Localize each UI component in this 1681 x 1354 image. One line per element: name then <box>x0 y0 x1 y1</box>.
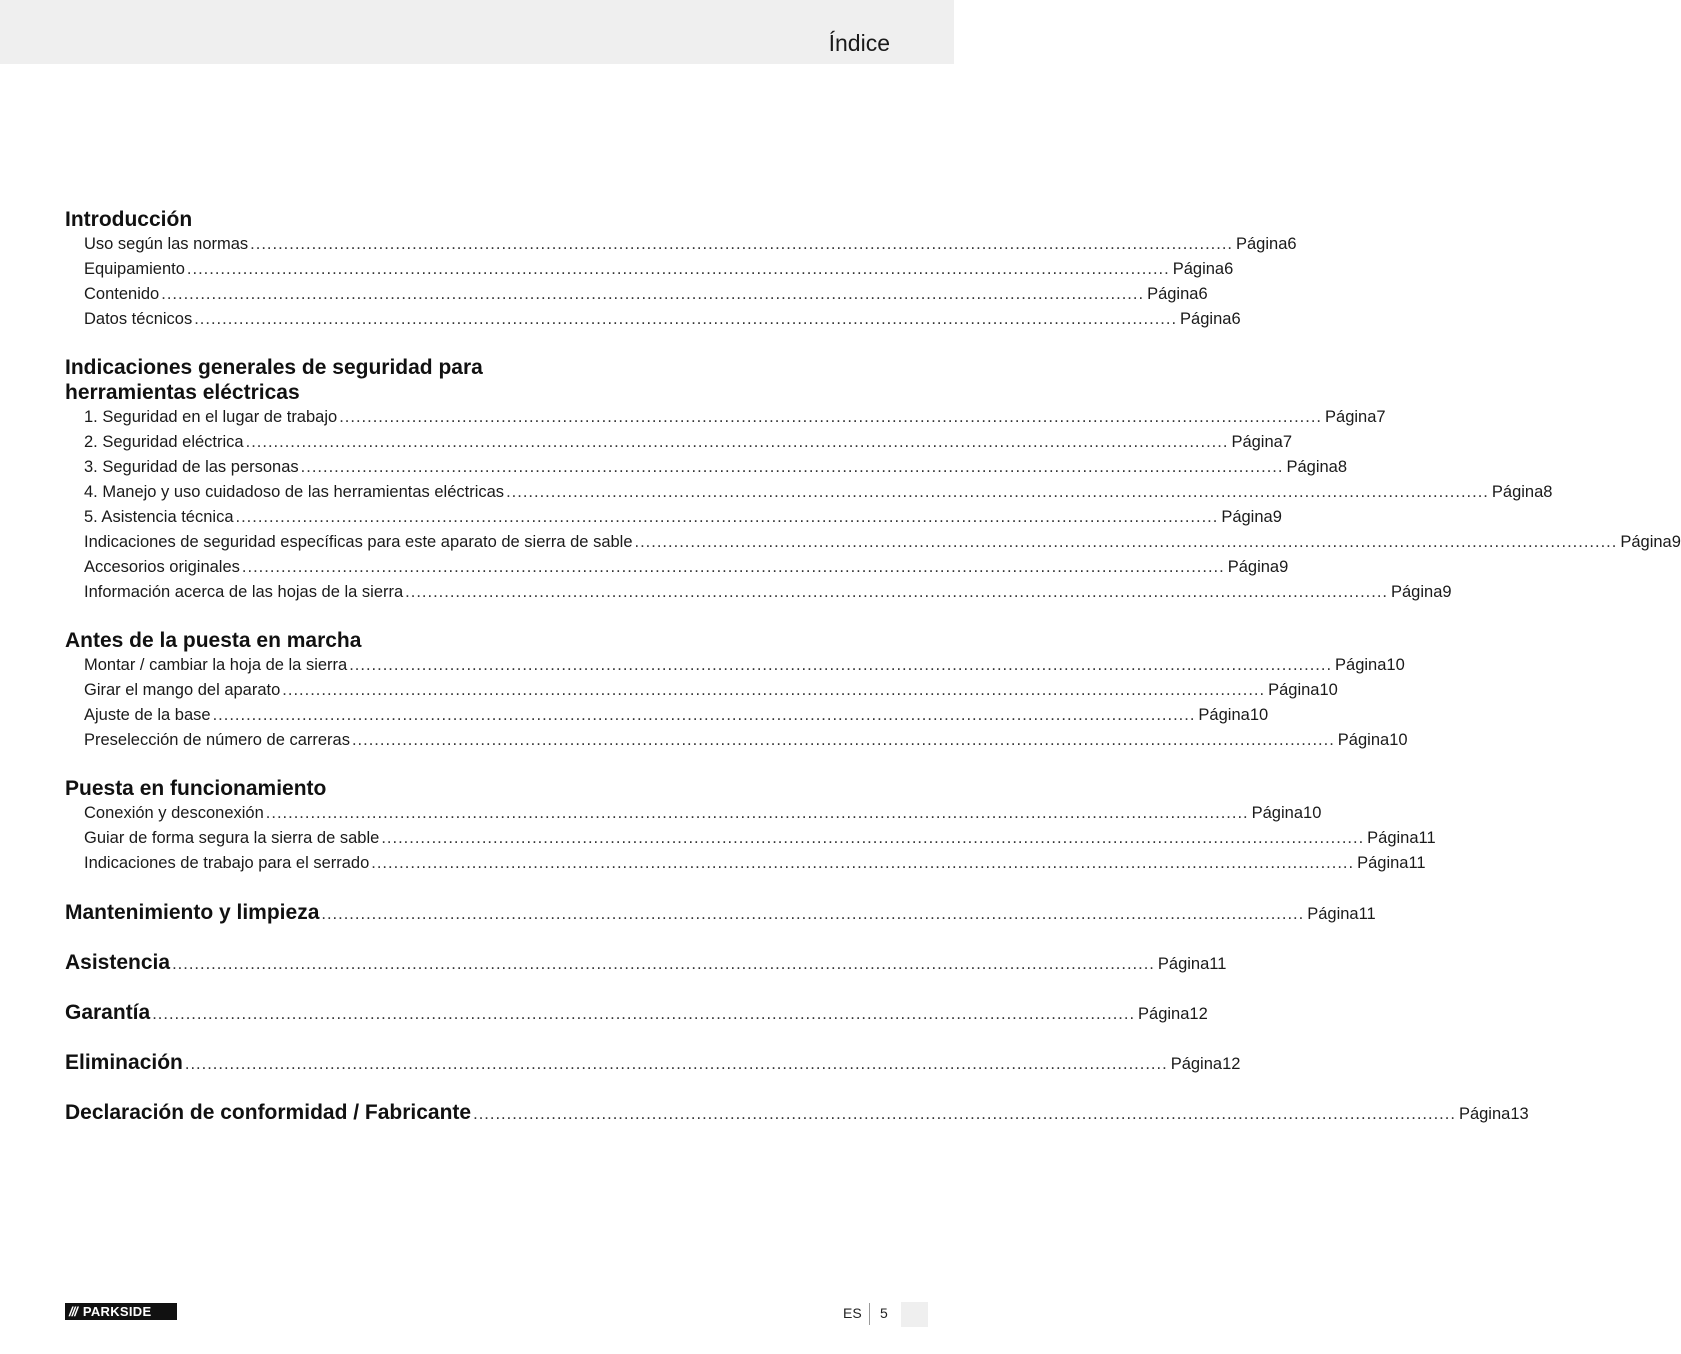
page-number: 6 <box>1287 235 1297 253</box>
toc-entry[interactable] <box>65 851 1426 876</box>
header-band <box>0 0 954 64</box>
page-word: Página <box>1236 235 1288 253</box>
entry-label: Equipamiento <box>84 260 185 278</box>
page-number: 11 <box>1209 955 1227 973</box>
page-word: Página <box>1231 433 1283 451</box>
page-word: Página <box>1307 905 1359 923</box>
section-heading-line1: Indicaciones generales de seguridad para <box>65 356 483 379</box>
page-word: Página <box>1286 458 1338 476</box>
page-word: Página <box>1337 731 1390 749</box>
toc-entry[interactable] <box>65 580 1452 605</box>
dot-leader: ................................................................................................................................................................................ <box>506 483 1489 501</box>
page-number: 8 <box>1543 483 1553 501</box>
page-number: 8 <box>1337 458 1348 476</box>
toc-section-puesta-funcionamiento <box>65 776 1436 876</box>
dot-leader: ................................................................................................................................................................................ <box>186 260 1170 278</box>
toc-entry[interactable] <box>65 505 1282 530</box>
dot-leader: ................................................................................................................................................................................ <box>184 1055 1168 1073</box>
page-number: 9 <box>1671 533 1681 551</box>
page-word: Página <box>1138 1005 1190 1023</box>
entry-label: Ajuste de la base <box>84 706 211 724</box>
toc-heading-entry[interactable] <box>65 1038 1241 1088</box>
page-word: Página <box>1491 483 1544 501</box>
dot-leader: ................................................................................................................................................................................ <box>339 408 1323 426</box>
toc-entry[interactable] <box>65 257 1234 282</box>
dot-leader: ................................................................................................................................................................................ <box>194 310 1178 328</box>
entry-label: Montar / cambiar la hoja de la sierra <box>84 656 348 674</box>
page-word: Página <box>1458 1105 1511 1123</box>
page-word: Página <box>1147 285 1199 303</box>
page-title: Índice <box>828 30 890 56</box>
toc-entry[interactable] <box>65 405 1386 430</box>
page-number: 9 <box>1442 583 1452 601</box>
page-word: Página <box>1325 408 1377 426</box>
dot-leader: ................................................................................................................................................................................ <box>250 235 1233 253</box>
page-number: 13 <box>1510 1105 1529 1123</box>
page-number: 10 <box>1249 706 1269 724</box>
page-word: Página <box>1335 656 1387 674</box>
toc-entry[interactable] <box>65 826 1436 851</box>
page-number: 7 <box>1376 408 1386 426</box>
toc-section-introduccion <box>65 207 1297 332</box>
entry-label: Uso según las normas <box>84 235 249 253</box>
entry-label: Datos técnicos <box>84 310 193 328</box>
toc-heading-entry[interactable] <box>65 988 1208 1038</box>
page-word: Página <box>1180 310 1232 328</box>
page-number: 7 <box>1282 433 1293 451</box>
entry-label: Indicaciones de trabajo para el serrado <box>84 854 370 872</box>
toc-heading-entry[interactable] <box>65 938 1227 988</box>
section-heading: Declaración de conformidad / Fabricante <box>65 1101 472 1124</box>
dot-leader: ................................................................................................................................................................................ <box>235 508 1219 526</box>
table-of-contents <box>65 207 1681 1138</box>
page-number: 10 <box>1389 731 1408 749</box>
page-number: 6 <box>1198 285 1208 303</box>
page-word: Página <box>1157 955 1210 973</box>
language-code: ES <box>843 1305 862 1321</box>
dot-leader: ................................................................................................................................................................................ <box>351 731 1335 749</box>
dot-leader: ................................................................................................................................................................................ <box>321 905 1305 923</box>
page-word: Página <box>1198 706 1250 724</box>
page-word: Página <box>1357 854 1409 872</box>
logo-stripes: /// <box>69 1304 77 1319</box>
page-word: Página <box>1221 508 1273 526</box>
dot-leader: ................................................................................................................................................................................ <box>161 285 1145 303</box>
entry-label: Accesorios originales <box>84 558 240 576</box>
page-number: 10 <box>1386 656 1405 674</box>
section-heading: Puesta en funcionamiento <box>65 777 327 800</box>
section-heading: Asistencia <box>65 951 171 974</box>
footer-tab <box>901 1302 928 1327</box>
toc-entry[interactable] <box>65 232 1297 257</box>
page-number: 9 <box>1272 508 1282 526</box>
page-word: Página <box>1620 533 1672 551</box>
page-word: Página <box>1391 583 1443 601</box>
toc-entry[interactable] <box>65 282 1208 307</box>
dot-leader: ................................................................................................................................................................................ <box>381 829 1365 847</box>
dot-leader: ................................................................................................................................................................................ <box>265 804 1249 822</box>
dot-leader: ................................................................................................................................................................................ <box>282 681 1266 699</box>
dot-leader: ................................................................................................................................................................................ <box>241 558 1225 576</box>
entry-label: Conexión y desconexión <box>84 804 264 822</box>
entry-label: 3. Seguridad de las personas <box>84 458 299 476</box>
page-word: Página <box>1172 260 1225 278</box>
dot-leader: ................................................................................................................................................................................ <box>152 1005 1136 1023</box>
dot-leader: ................................................................................................................................................................................ <box>371 854 1355 872</box>
dot-leader: ................................................................................................................................................................................ <box>634 533 1618 551</box>
toc-heading-entry[interactable] <box>65 888 1376 938</box>
entry-label: 5. Asistencia técnica <box>84 508 234 526</box>
toc-entry[interactable] <box>65 455 1348 480</box>
dot-leader: ................................................................................................................................................................................ <box>405 583 1388 601</box>
page-number: 12 <box>1222 1055 1241 1073</box>
page-number: 6 <box>1231 310 1241 328</box>
section-heading: Mantenimiento y limpieza <box>65 901 320 924</box>
entry-label: 1. Seguridad en el lugar de trabajo <box>84 408 338 426</box>
toc-entry[interactable] <box>65 430 1293 455</box>
entry-label: 4. Manejo y uso cuidadoso de las herramientas eléctricas <box>84 483 505 501</box>
page-number: 11 <box>1418 829 1436 847</box>
toc-entry[interactable] <box>65 801 1322 826</box>
section-heading: Eliminación <box>65 1051 183 1074</box>
page-number-footer: 5 <box>880 1305 888 1321</box>
section-heading-line2: herramientas eléctricas <box>65 381 300 404</box>
parkside-logo <box>65 1303 177 1320</box>
section-heading: Garantía <box>65 1001 151 1024</box>
toc-entry[interactable] <box>65 480 1553 505</box>
entry-label: Información acerca de las hojas de la sierra <box>84 583 404 601</box>
page-word: Página <box>1170 1055 1223 1073</box>
page-word: Página <box>1367 829 1419 847</box>
toc-entry[interactable] <box>65 555 1289 580</box>
entry-label: Contenido <box>84 285 160 303</box>
toc-heading-entry[interactable] <box>65 1088 1529 1138</box>
section-heading: Antes de la puesta en marcha <box>65 629 362 652</box>
dot-leader: ................................................................................................................................................................................ <box>473 1105 1456 1123</box>
entry-label: Guiar de forma segura la sierra de sable <box>84 829 380 847</box>
dot-leader: ................................................................................................................................................................................ <box>245 433 1229 451</box>
entry-label: Preselección de número de carreras <box>84 731 350 749</box>
page-number: 10 <box>1303 804 1322 822</box>
page-number: 6 <box>1224 260 1234 278</box>
page-word: Página <box>1268 681 1320 699</box>
page-word: Página <box>1251 804 1304 822</box>
entry-label: Indicaciones de seguridad específicas para este aparato de sierra de sable <box>84 533 633 551</box>
logo-text: PARKSIDE <box>82 1304 152 1319</box>
page-number: 12 <box>1189 1005 1208 1023</box>
toc-entry[interactable] <box>65 307 1241 332</box>
page-word: Página <box>1227 558 1280 576</box>
footer-divider <box>869 1303 870 1325</box>
toc-section-indicaciones-seguridad <box>65 355 1681 605</box>
page-number: 9 <box>1279 558 1289 576</box>
toc-entry[interactable] <box>65 653 1405 678</box>
page-number: 11 <box>1408 854 1426 872</box>
toc-entry[interactable] <box>65 530 1681 555</box>
toc-entry[interactable] <box>65 728 1408 753</box>
toc-entry[interactable] <box>65 703 1269 728</box>
entry-label: Girar el mango del aparato <box>84 681 281 699</box>
dot-leader: ................................................................................................................................................................................ <box>349 656 1333 674</box>
page-number: 11 <box>1358 905 1376 923</box>
toc-entry[interactable] <box>65 678 1338 703</box>
section-heading: Introducción <box>65 208 193 231</box>
dot-leader: ................................................................................................................................................................................ <box>300 458 1284 476</box>
toc-section-antes-puesta-marcha <box>65 628 1408 753</box>
dot-leader: ................................................................................................................................................................................ <box>172 955 1155 973</box>
page-number: 10 <box>1319 681 1338 699</box>
dot-leader: ................................................................................................................................................................................ <box>212 706 1196 724</box>
entry-label: 2. Seguridad eléctrica <box>84 433 244 451</box>
